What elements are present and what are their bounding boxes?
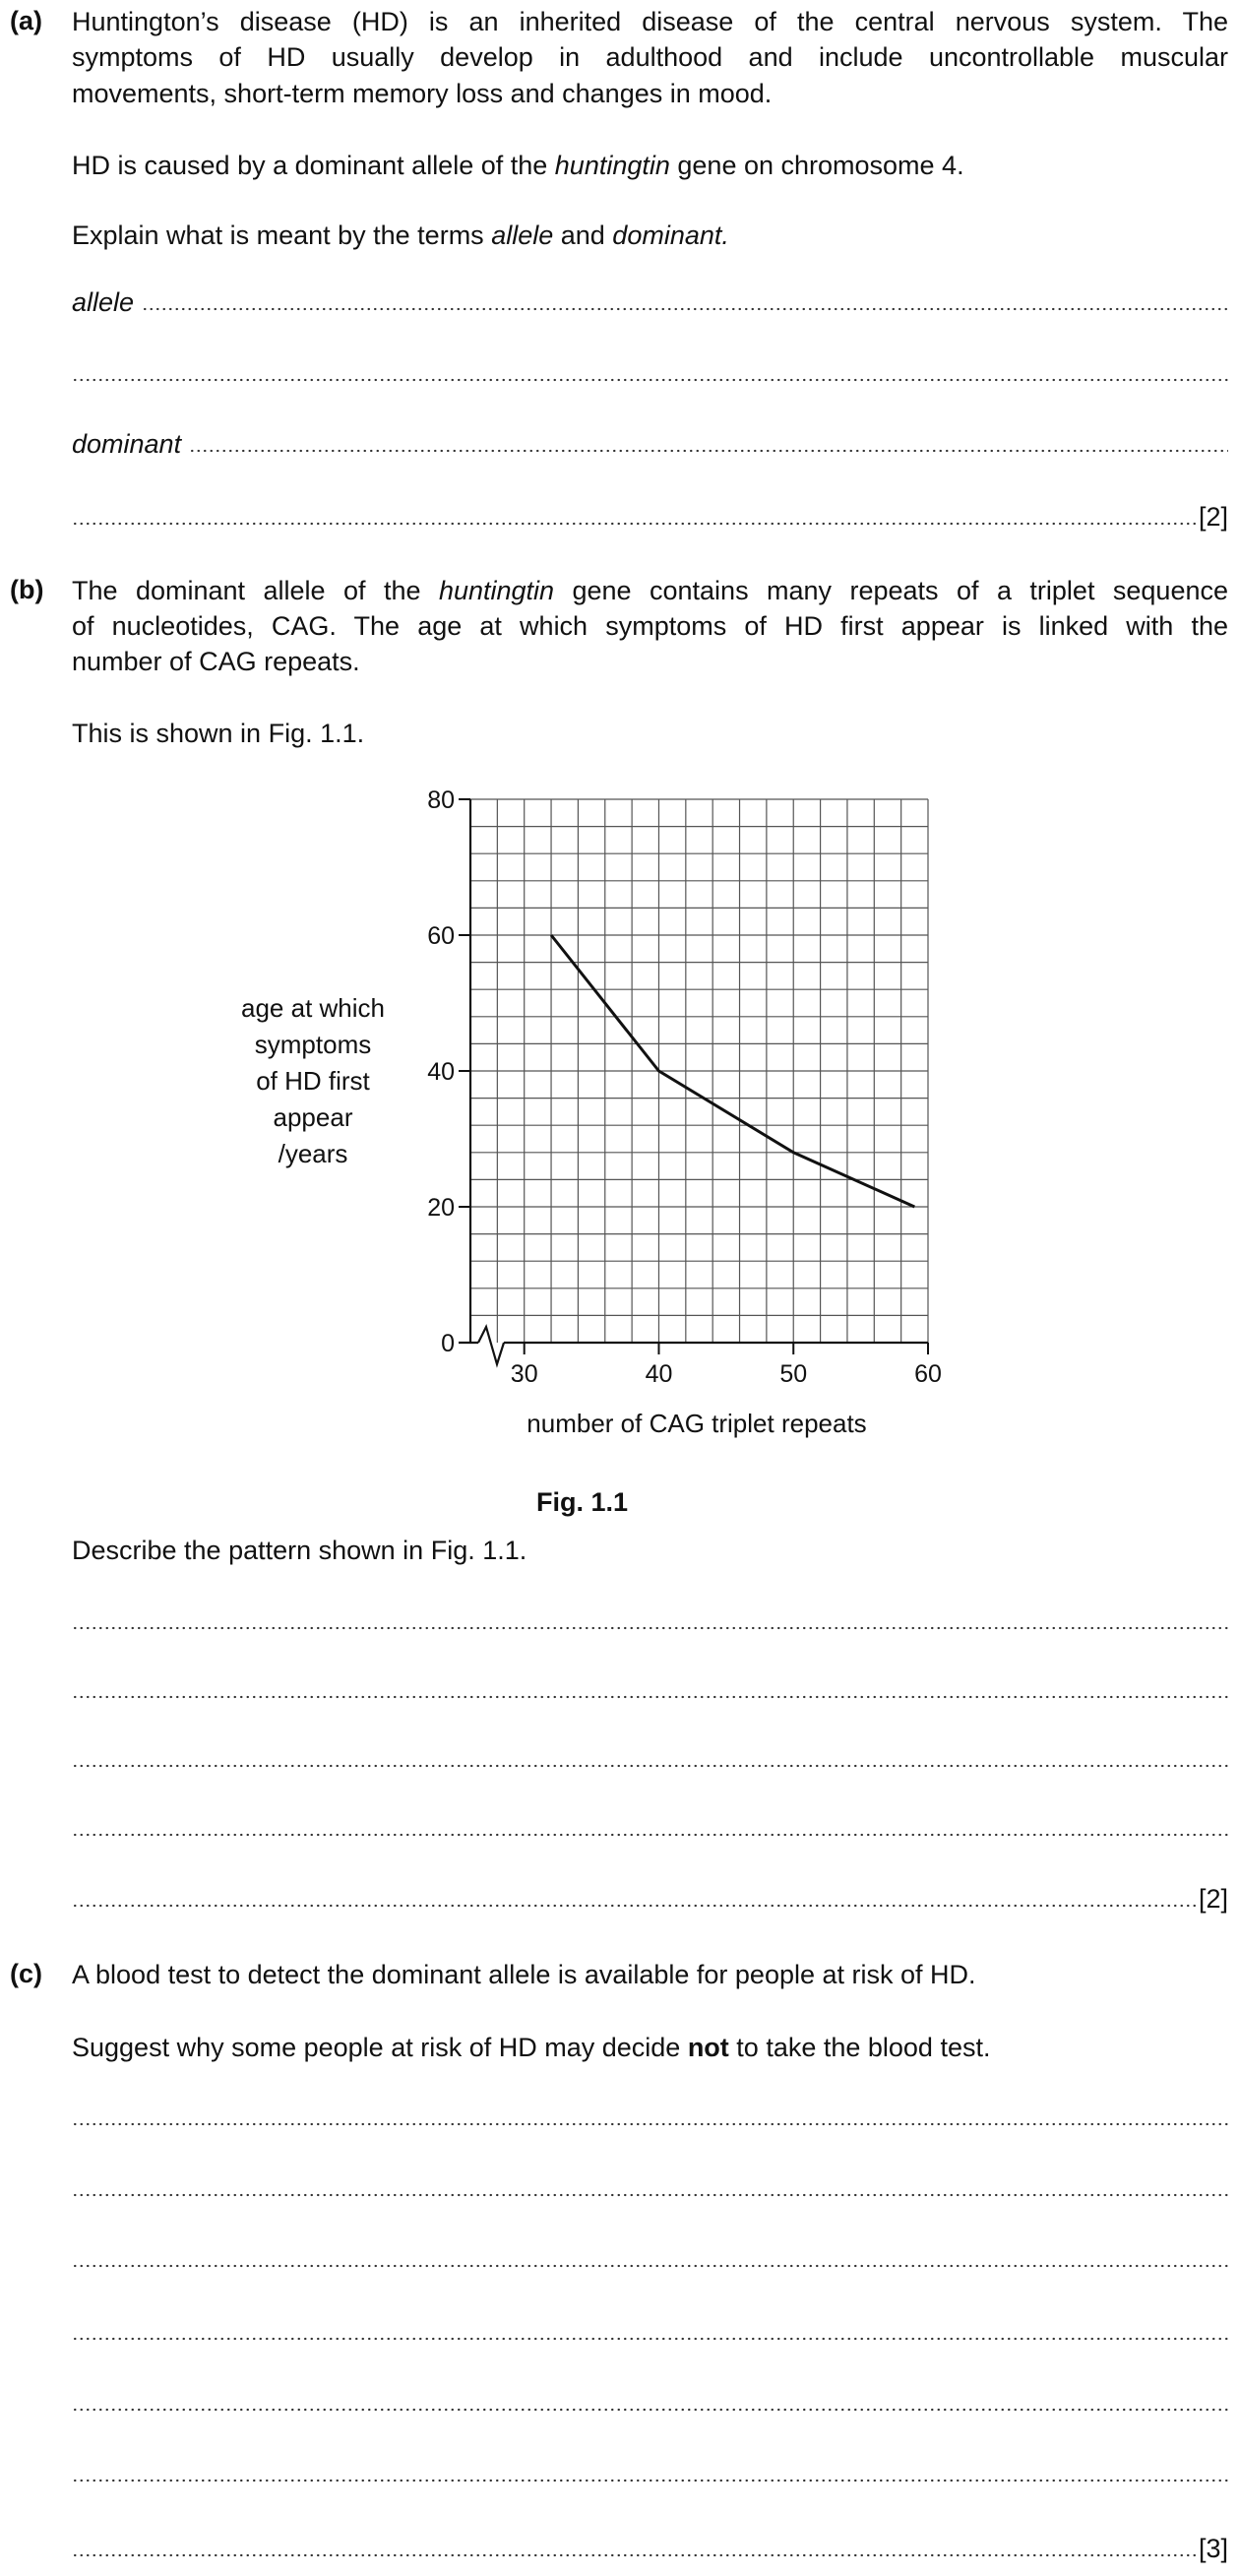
part-b-label: (b) <box>10 575 44 604</box>
part-c-question: Suggest why some people at risk of HD may decide not to take the blood test. <box>72 2033 991 2062</box>
answer-line[interactable] <box>72 2317 1228 2347</box>
part-c-line-1: A blood test to detect the dominant allele is available for people at risk of HD. <box>72 1960 976 1989</box>
part-b-question: Describe the pattern shown in Fig. 1.1. <box>72 1536 527 1565</box>
part-b-line-1: The dominant allele of the huntingtin gene contains many repeats of a triplet sequence <box>72 576 1228 605</box>
x-tick-label: 50 <box>779 1360 808 1388</box>
part-b-line-3: number of CAG repeats. <box>72 647 360 676</box>
axis-break-icon <box>478 1327 504 1364</box>
chart-axes <box>459 799 928 1364</box>
marks-label: [2] <box>1198 502 1228 532</box>
answer-line[interactable] <box>72 2388 1228 2418</box>
y-tick-label: 0 <box>441 1330 455 1357</box>
part-a-line-1: Huntington’s disease (HD) is an inherited disease of the central nervous system. The <box>72 7 1228 36</box>
answer-line[interactable] <box>72 1813 1228 1843</box>
y-axis-label: of HD first <box>256 1066 370 1096</box>
answer-line[interactable] <box>72 2244 1228 2274</box>
y-axis-label: /years <box>278 1139 348 1168</box>
part-b-line-2: of nucleotides, CAG. The age at which symptoms of HD first appear is linked with the <box>72 611 1228 641</box>
answer-line-dominant[interactable]: dominant <box>72 429 1228 459</box>
y-tick-label: 40 <box>427 1058 455 1086</box>
answer-line[interactable] <box>72 2103 1228 2132</box>
answer-line[interactable] <box>72 2173 1228 2203</box>
answer-line[interactable] <box>72 1884 1228 1914</box>
part-c-label: (c) <box>10 1959 42 1988</box>
figure-reference: This is shown in Fig. 1.1. <box>72 719 365 748</box>
part-a-question: Explain what is meant by the terms allele and dominant. <box>72 220 729 250</box>
x-tick-label: 40 <box>645 1360 673 1388</box>
marks-label: [2] <box>1198 1884 1228 1914</box>
figure-caption: Fig. 1.1 <box>536 1487 629 1517</box>
x-axis-label: number of CAG triplet repeats <box>527 1409 867 1438</box>
chart-labels <box>241 786 942 1438</box>
y-axis-label: appear <box>273 1102 353 1132</box>
answer-line-allele[interactable]: allele <box>72 287 1228 317</box>
x-tick-label: 30 <box>510 1360 538 1388</box>
answer-line[interactable] <box>72 2459 1228 2488</box>
answer-line[interactable] <box>72 1744 1228 1774</box>
answer-line[interactable] <box>72 1675 1228 1705</box>
answer-line[interactable] <box>72 2534 1228 2563</box>
y-tick-label: 20 <box>427 1194 455 1222</box>
y-tick-label: 60 <box>427 922 455 950</box>
y-axis-label: age at which <box>241 993 385 1023</box>
part-a-line-2: symptoms of HD usually develop in adulthood and include uncontrollable muscular <box>72 42 1228 72</box>
y-axis-label: symptoms <box>254 1030 372 1059</box>
answer-line[interactable] <box>72 1606 1228 1636</box>
x-tick-label: 60 <box>914 1360 942 1388</box>
part-a-line-3: movements, short-term memory loss and changes in mood. <box>72 79 773 108</box>
chart-grid <box>470 799 928 1343</box>
part-a-gene-sentence: HD is caused by a dominant allele of the huntingtin gene on chromosome 4. <box>72 151 964 180</box>
part-a-label: (a) <box>10 6 42 35</box>
marks-label: [3] <box>1198 2534 1228 2563</box>
y-tick-label: 80 <box>427 786 455 814</box>
